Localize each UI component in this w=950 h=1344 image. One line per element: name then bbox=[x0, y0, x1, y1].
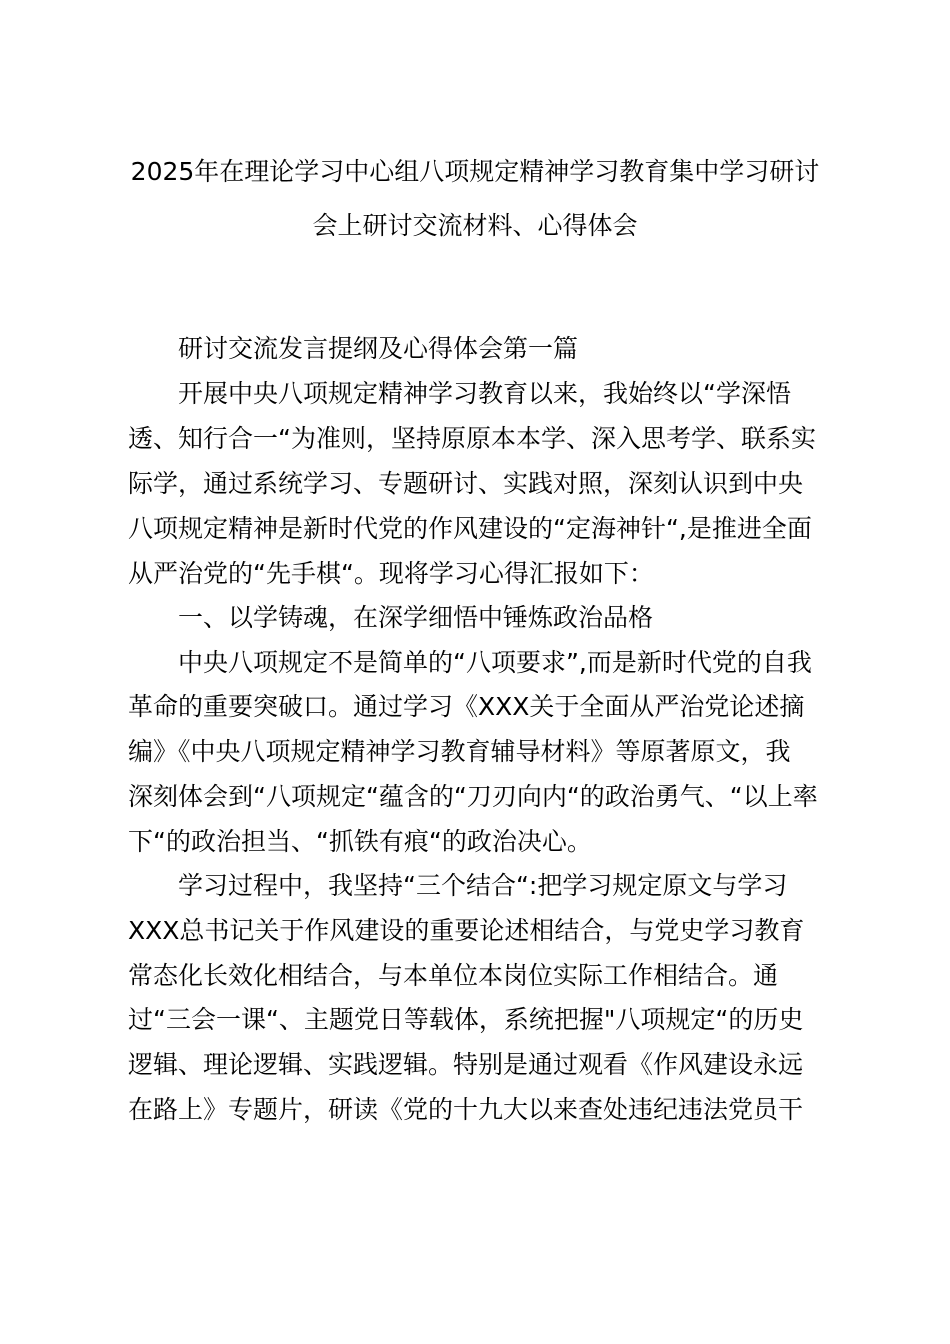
paragraph-line: 际学，通过系统学习、专题研讨、实践对照，深刻认识到中央 bbox=[128, 469, 804, 498]
paragraph-line: 中央八项规定不是简单的“八项要求”,而是新时代党的自我 bbox=[178, 648, 812, 677]
paragraph-line: 八项规定精神是新时代党的作风建设的“定海神针“,是推进全面 bbox=[128, 514, 812, 543]
document-title-line-2: 会上研讨交流材料、心得体会 bbox=[312, 211, 638, 240]
paragraph-line: 深刻体会到“八项规定“蕴含的“刀刃向内“的政治勇气、“以上率 bbox=[128, 782, 818, 811]
paragraph-line: 常态化长效化相结合，与本单位本岗位实际工作相结合。通 bbox=[128, 961, 779, 990]
section-subtitle: 研讨交流发言提纲及心得体会第一篇 bbox=[178, 334, 579, 363]
paragraph-line: 在路上》专题片，研读《党的十九大以来查处违纪违法党员干 bbox=[128, 1095, 804, 1124]
document-title-line-1: 2025年在理论学习中心组八项规定精神学习教育集中学习研讨 bbox=[130, 157, 820, 186]
paragraph-line: 从严治党的“先手棋“。现将学习心得汇报如下： bbox=[128, 559, 654, 588]
paragraph-line: 开展中央八项规定精神学习教育以来，我始终以“学深悟 bbox=[178, 379, 791, 408]
paragraph-line: 透、知行合一“为准则，坚持原原本本学、深入思考学、联系实 bbox=[128, 424, 816, 453]
paragraph-line: 学习过程中，我坚持“三个结合“:把学习规定原文与学习 bbox=[178, 871, 788, 900]
paragraph-line: 编》《中央八项规定精神学习教育辅导材料》等原著原文，我 bbox=[128, 737, 791, 766]
paragraph-line: 下“的政治担当、“抓铁有痕“的政治决心。 bbox=[128, 827, 592, 856]
paragraph-line: 过“三会一课“、主题党日等载体，系统把握"八项规定“的历史 bbox=[128, 1005, 804, 1034]
paragraph-line: 逻辑、理论逻辑、实践逻辑。特别是通过观看《作风建设永远 bbox=[128, 1050, 804, 1079]
section-heading: 一、以学铸魂，在深学细悟中锤炼政治品格 bbox=[178, 603, 654, 632]
paragraph-line: XXX总书记关于作风建设的重要论述相结合，与党史学习教育 bbox=[128, 916, 805, 945]
paragraph-line: 革命的重要突破口。通过学习《XXX关于全面从严治党论述摘 bbox=[128, 692, 805, 721]
